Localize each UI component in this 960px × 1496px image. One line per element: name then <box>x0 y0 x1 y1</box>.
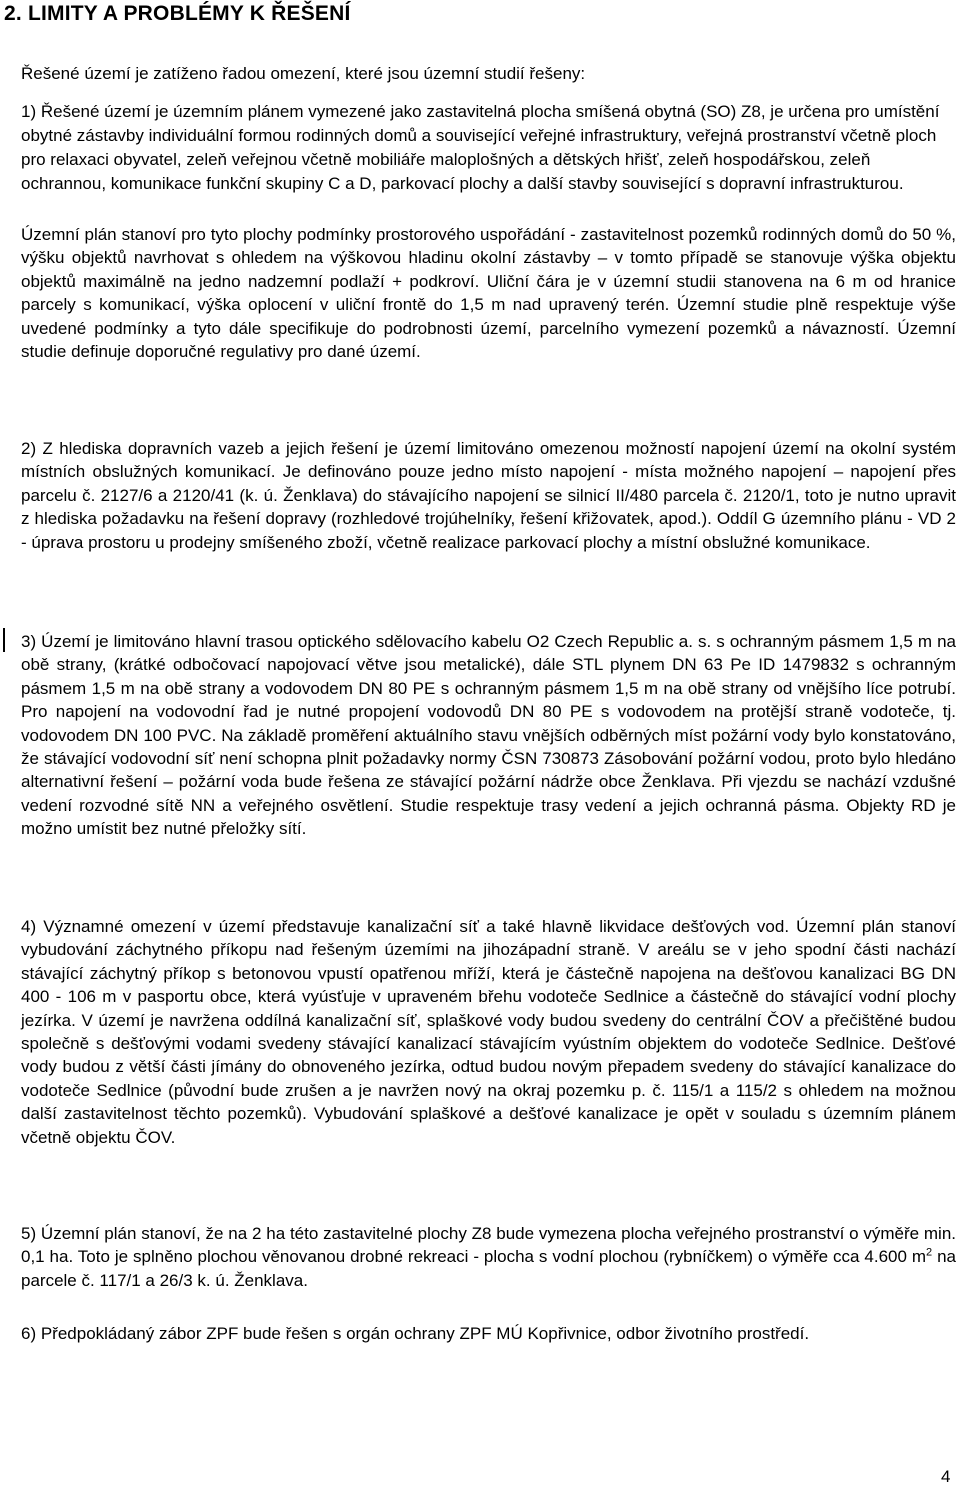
page-number: 4 <box>941 1467 951 1486</box>
paragraph-2: 2) Z hlediska dopravních vazeb a jejich řešení je území limitováno omezenou možností napojení území na okolní systém místních obslužných komunikací. Je definováno pouze jedno místo napojení - místa možného napojení – napojení přes parcelu č. 2127/6 a 2120/41 (k. ú. Ženklava) do stávajícího napojení se silnicí II/480 parcela č. 2120/1, toto je nutno upravit z hlediska požadavku na řešení dopravy (rozhledové trojúhelníky, řešení křižovatek, apod.). Oddíl G územního plánu - VD 2 - úprava prostoru u prodejny smíšeného zboží, včetně realizace parkovací plochy a místní obslužné komunikace. <box>21 439 956 552</box>
section-heading: 2. LIMITY A PROBLÉMY K ŘEŠENÍ <box>4 2 351 25</box>
paragraph-4: 4) Významné omezení v území představuje kanalizační síť a také hlavně likvidace dešťových vod. Územní plán stanoví vybudování záchytného příkopu nad řešeným územími na jihozápadní straně. V areálu se v jeho spodní části nachází stávající záchytný příkop s betonovou vpustí opatřenou mříží, která je částečně napojena na dešťovou kanalizaci BG DN 400 - 106 m v pasportu obce, která vyúsťuje v upraveném břehu vodoteče Sedlnice a částečně do stávající vodní plochy jezírka. V území je navržena oddílná kanalizační síť, splaškové vody budou svedeny do centrální ČOV a přečištěné budou společně s dešťovými vodami svedeny stávající kanalizací stávajícím vyústním objektem do vodoteče Sedlnice. Dešťové vody budou z větší části jímány do obnoveného jezírka, odtud budou novým přepadem svedeny do stávající kanalizace do vodoteče Sedlnice (původní bude zrušen a je navržen nový na okraj pozemku p. č. 115/1 a 115/2 s ohledem na možnou další zastavitelnost těchto pozemků). Vybudování splaškové a dešťové kanalizace je opět v souladu s územním plánem včetně objektu ČOV. <box>21 917 956 1147</box>
square-superscript: 2 <box>926 1246 933 1259</box>
intro-text: Řešené území je zatíženo řadou omezení, které jsou územní studií řešeny: <box>21 64 586 83</box>
paragraph-5-text: 5) Územní plán stanoví, že na 2 ha této zastavitelné plochy Z8 bude vymezena plocha veřejného prostranství o výměře min. 0,1 ha. Toto je splněno plochou věnovanou drobné rekreaci - plocha s vodní plochou (rybníčkem) o výměře cca 4.600 m <box>21 1224 956 1267</box>
paragraph-1: 1) Řešené území je územním plánem vymezené jako zastavitelná plocha smíšená obytná (SO) Z8, je určena pro umístění obytné zástavby individuální formou rodinných domů a související veřejné infrastruktury, veřejná prostranství včetně ploch pro relaxaci obyvatel, zeleň veřejnou včetně mobiliáře maloplošných a dětských hřišť, zeleň hospodářskou, zeleň ochrannou, komunikace funkční skupiny C a D, parkovací plochy a další stavby související s dopravní infrastrukturou. <box>21 102 940 194</box>
paragraph-5-text-end: na parcele č. 117/1 a 26/3 k. ú. Ženklava. <box>21 1247 956 1290</box>
paragraph-1-conditions: Územní plán stanoví pro tyto plochy podmínky prostorového uspořádání - zastavitelnost pozemků rodinných domů do 50 %, výšku objektů navrhovat s ohledem na výškovou hladinu okolní zástavby – v tomto případě se stanovuje výška objektu objektů maximálně na jedno nadzemní podlaží + podkroví. Uliční čára je v územní studii stanovena na 6 m od hranice parcely s komunikací, výška oplocení v uliční frontě do 1,5 m nad upravený terén. Územní studie plně respektuje výše uvedené podmínky a tyto dále specifikuje do podrobnosti území, parcelního vymezení pozemků a návazností. Územní studie definuje doporučné regulativy pro dané území. <box>21 225 956 362</box>
paragraph-5 <box>21 1222 956 1292</box>
paragraph-3: 3) Území je limitováno hlavní trasou optického sdělovacího kabelu O2 Czech Republic a. s. s ochranným pásmem 1,5 m na obě strany, (krátké odbočovací napojovací větve jsou metalické), dále STL plynem DN 63 Pe ID 1479832 s ochranným pásmem 1,5 m na obě strany a vodovodem DN 80 PE s ochranným pásmem 1,5 m na obě strany od vnějšího líce potrubí. Pro napojení na vodovodní řad je nutné propojení vodovodů DN 80 PE s vodovodem na protější straně vodoteče, tj. vodovodem DN 100 PVC. Na základě proměření aktuálního stavu vnějších odběrných míst požární vody bylo konstatováno, že stávající vodovodní síť není schopna plnit požadavky normy ČSN 730873 Zásobování požární vodou, proto bylo hledáno alternativní řešení – požární voda bude řešena ze stávající požární nádrže obce Ženklava. Při vjezdu se nachází vzdušné vedení rozvodné sítě NN a veřejného osvětlení. Studie respektuje trasy vedení a jejich ochranná pásma. Objekty RD je možno umístit bez nutné přeložky sítí. <box>21 632 956 839</box>
paragraph-6: 6) Předpokládaný zábor ZPF bude řešen s orgán ochrany ZPF MÚ Kopřivnice, odbor životního prostředí. <box>21 1324 810 1343</box>
revision-bar <box>3 628 5 652</box>
